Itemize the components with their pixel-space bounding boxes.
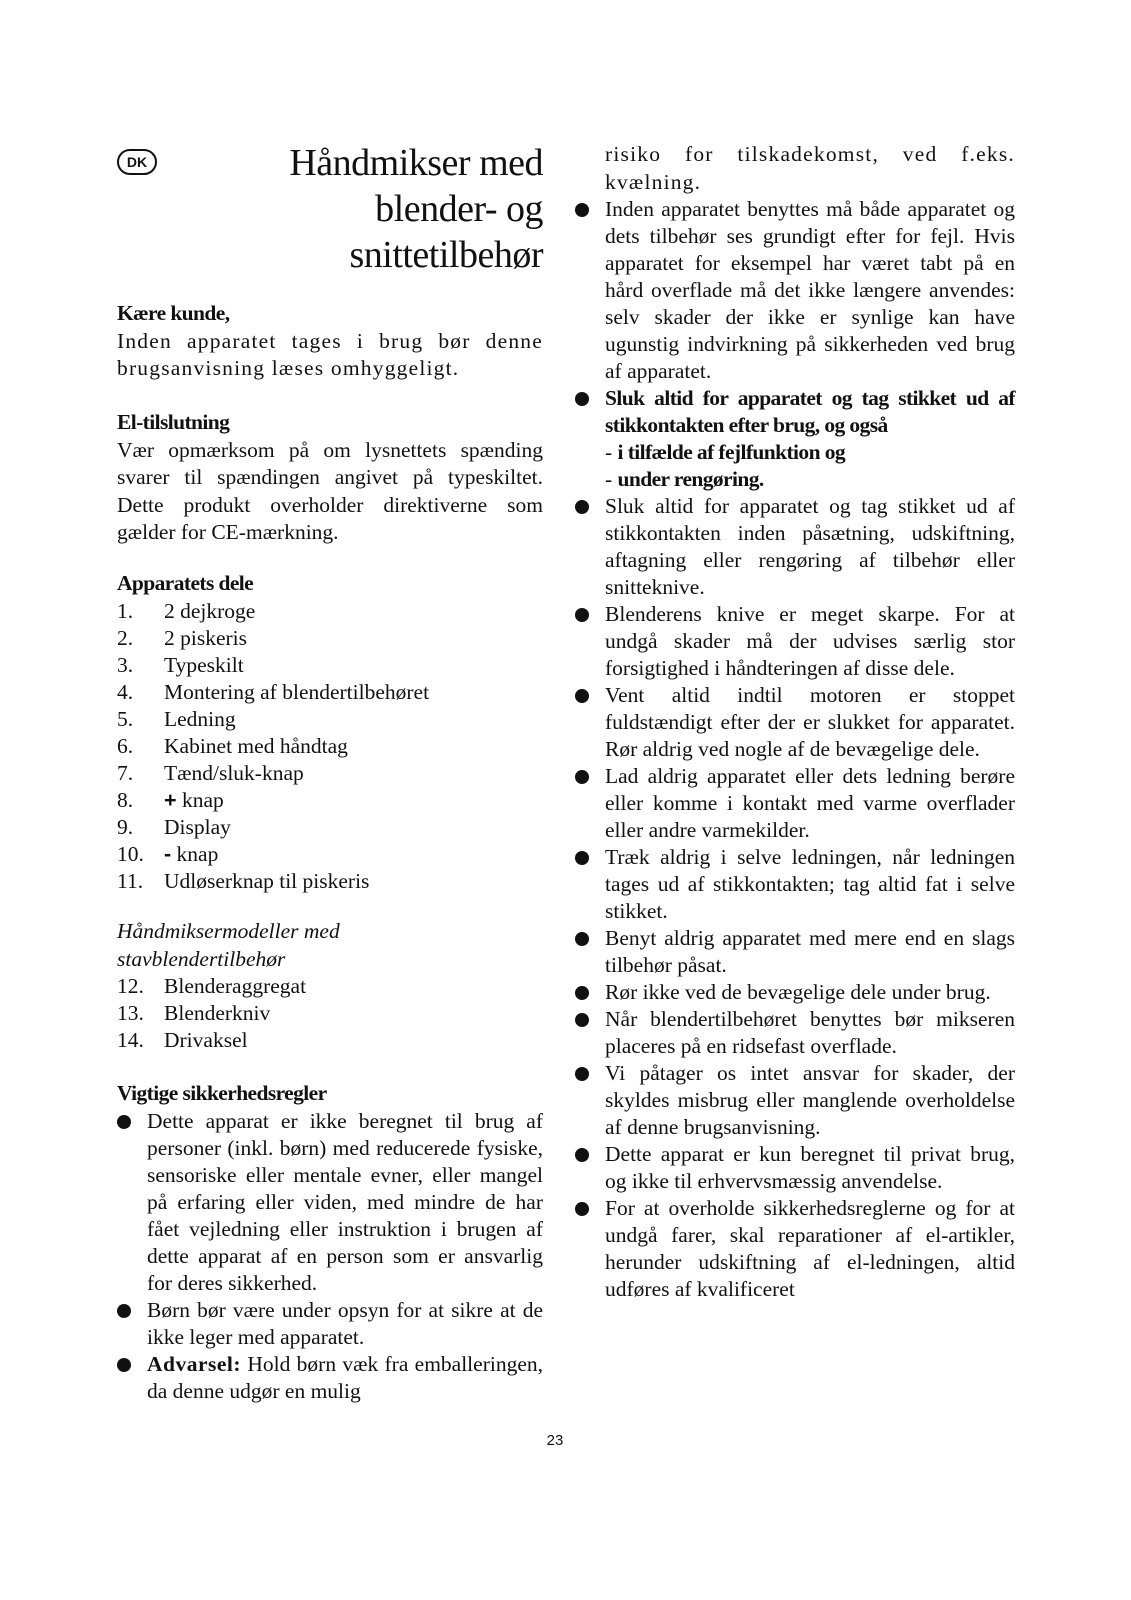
connection-heading: El-tilslutning [117, 410, 230, 434]
title-line: snittetilbehør [349, 234, 543, 276]
item-number: 8. [117, 787, 134, 812]
item-label: Typeskilt [164, 652, 244, 677]
safety-list-left [117, 1108, 543, 1405]
item-number: 10. [117, 841, 144, 866]
list-item [575, 925, 1015, 979]
list-item [117, 841, 543, 868]
item-label: Display [164, 814, 231, 839]
title-line: blender- og [375, 188, 543, 230]
parts-heading: Apparatets dele [117, 571, 254, 595]
parts-section [117, 570, 543, 895]
safety-heading: Vigtige sikkerhedsregler [117, 1081, 327, 1105]
parts-list [117, 598, 543, 895]
item-text: Sluk altid for apparatet og tag stikket ud af stikkontakten efter brug, og også [605, 386, 1015, 437]
greeting-text: Inden apparatet tages i brug bør denne brugsanvisning læses omhyggeligt. [117, 328, 543, 380]
list-item [575, 601, 1015, 682]
bullet-icon [575, 500, 589, 514]
item-label: 2 dejkroge [164, 598, 256, 623]
item-text: Træk aldrig i selve ledningen, når ledningen tages ud af stikkontakten; tag altid fat i selve stikket. [605, 845, 1015, 923]
sub-item-text: under rengøring. [617, 467, 764, 491]
list-item [117, 814, 543, 841]
list-item [575, 844, 1015, 925]
item-label: knap [176, 841, 219, 866]
item-text: For at overholde sikkerhedsreglerne og for at undgå farer, skal reparationer af el-artikler, herunder udskiftning af el-ledningen, altid udføres af kvalificeret [605, 1196, 1015, 1301]
list-item [575, 1141, 1015, 1195]
item-number: 3. [117, 652, 134, 677]
blender-models-heading: Håndmiksermodeller med stavblendertilbehør [117, 919, 340, 971]
item-text: Blenderens knive er meget skarpe. For at undgå skader må der udvises særlig stor forsigtighed i håndteringen af disse dele. [605, 602, 1015, 680]
connection-section [117, 409, 543, 547]
safety-list-right [575, 196, 1015, 1303]
item-label: Ledning [164, 706, 236, 731]
item-number: 2. [117, 625, 134, 650]
sub-item: - under rengøring. [605, 467, 764, 491]
item-text: Inden apparatet benyttes må både apparatet og dets tilbehør ses grundigt efter for fejl. Hvis apparatet for eksempel har været tabt på en hård overflade må det ikke længere anvendes: selv skader der ikke er synlige kan have ugunstig indvirkning på sikkerheden ved brug af apparatet. [605, 197, 1015, 383]
bullet-icon [575, 770, 589, 784]
item-text: Lad aldrig apparatet eller dets ledning berøre eller komme i kontakt med varme overflader eller andre varmekilder. [605, 764, 1015, 842]
list-item [575, 1006, 1015, 1060]
bullet-icon [117, 1304, 131, 1318]
item-number: 4. [117, 679, 134, 704]
warning-label: Advarsel: [147, 1351, 242, 1376]
item-text: Børn bør være under opsyn for at sikre at de ikke leger med apparatet. [147, 1297, 543, 1349]
list-item [117, 679, 543, 706]
item-label: Blenderaggregat [164, 974, 307, 998]
item-number: 9. [117, 814, 134, 839]
list-item [575, 1195, 1015, 1303]
greeting-heading: Kære kunde, [117, 301, 230, 325]
list-item [117, 1351, 543, 1405]
item-text: Når blendertilbehøret benyttes bør mikseren placeres på en ridsefast overflade. [605, 1007, 1015, 1058]
bullet-icon [575, 1067, 589, 1081]
list-item [117, 1027, 543, 1054]
list-item [117, 973, 543, 1000]
list-item [575, 385, 1015, 493]
list-item [117, 706, 543, 733]
right-column [585, 141, 1015, 1303]
item-number: 6. [117, 733, 134, 758]
item-text: Hold børn væk fra emballeringen, da denne udgør en mulig [147, 1351, 543, 1403]
item-text: Dette apparat er ikke beregnet til brug af personer (inkl. børn) med reducerede fysiske, sensoriske eller mentale evner, eller mangel på erfaring eller viden, med mindre de har fået vejledning eller instruktion i brugen af dette apparat af en person som er ansvarlig for deres sikkerhed. [147, 1108, 543, 1295]
blender-parts-list [117, 973, 543, 1054]
bullet-icon [575, 932, 589, 946]
list-item [575, 1060, 1015, 1141]
list-item [117, 598, 543, 625]
list-item [117, 1108, 543, 1297]
bullet-icon [575, 392, 589, 406]
page-number: 23 [546, 1432, 564, 1449]
item-text: Dette apparat er kun beregnet til privat brug, og ikke til erhvervsmæssig anvendelse. [605, 1142, 1015, 1193]
plus-symbol: + [164, 787, 177, 812]
bullet-icon [575, 689, 589, 703]
item-text: Vent altid indtil motoren er stoppet fuldstændigt efter der er slukket for apparatet. Rør aldrig ved nogle af de bevægelige dele. [605, 683, 1015, 761]
item-number: 13. [117, 1001, 144, 1025]
sub-item-text: i tilfælde af fejlfunktion og [617, 440, 846, 464]
connection-text: Vær opmærksom på om lysnettets spænding svarer til spændingen angivet på typeskiltet. Dette produkt overholder direktiverne som gælder for CE-mærkning. [117, 437, 543, 544]
item-label: Tænd/sluk-knap [164, 760, 304, 785]
item-label: Kabinet med håndtag [164, 733, 348, 758]
bullet-icon [117, 1358, 131, 1372]
item-label: Udløserknap til piskeris [164, 868, 370, 893]
title-line: Håndmikser med [289, 142, 543, 184]
item-label: Blenderkniv [164, 1001, 271, 1025]
item-number: 7. [117, 760, 134, 785]
greeting-section [117, 300, 543, 383]
bullet-icon [575, 608, 589, 622]
item-label: Drivaksel [164, 1028, 248, 1052]
item-number: 11. [117, 868, 144, 893]
list-item [575, 196, 1015, 385]
bullet-icon [575, 1148, 589, 1162]
sub-item: - i tilfælde af fejlfunktion og [605, 440, 846, 464]
item-number: 12. [117, 974, 144, 998]
list-item [575, 979, 1015, 1006]
safety-section [117, 1080, 543, 1405]
item-number: 5. [117, 706, 134, 731]
item-label: Montering af blendertilbehøret [164, 679, 430, 704]
list-item [575, 493, 1015, 601]
list-item [117, 625, 543, 652]
bullet-icon [575, 1202, 589, 1216]
item-label: knap [181, 787, 224, 812]
item-number: 1. [117, 598, 134, 623]
minus-symbol: - [164, 841, 172, 866]
list-item [575, 763, 1015, 844]
item-text: Benyt aldrig apparatet med mere end en slags tilbehør påsat. [605, 926, 1015, 977]
bullet-icon [575, 203, 589, 217]
bullet-icon [117, 1115, 131, 1129]
page-title [200, 140, 543, 278]
list-item [117, 652, 543, 679]
item-text: Vi påtager os intet ansvar for skader, der skyldes misbrug eller manglende overholdelse af denne brugsanvisning. [605, 1061, 1015, 1139]
list-item [117, 787, 543, 814]
bullet-icon [575, 986, 589, 1000]
item-label: 2 piskeris [164, 625, 248, 650]
list-item [575, 682, 1015, 763]
bullet-icon [575, 1013, 589, 1027]
list-item [117, 1000, 543, 1027]
bullet-icon [575, 851, 589, 865]
item-text: Rør ikke ved de bevægelige dele under brug. [605, 980, 991, 1004]
list-item [117, 760, 543, 787]
continuation-text: risiko for tilskadekomst, ved f.eks. kvælning. [605, 142, 1015, 194]
list-item [117, 733, 543, 760]
item-number: 14. [117, 1028, 144, 1052]
blender-models-section [117, 918, 543, 1054]
item-text: Sluk altid for apparatet og tag stikket ud af stikkontakten inden påsætning, udskiftning, aftagning eller rengøring af tilbehør eller snitteknive. [605, 494, 1015, 599]
language-badge: DK [117, 149, 157, 175]
list-item [117, 1297, 543, 1351]
list-item [117, 868, 543, 895]
